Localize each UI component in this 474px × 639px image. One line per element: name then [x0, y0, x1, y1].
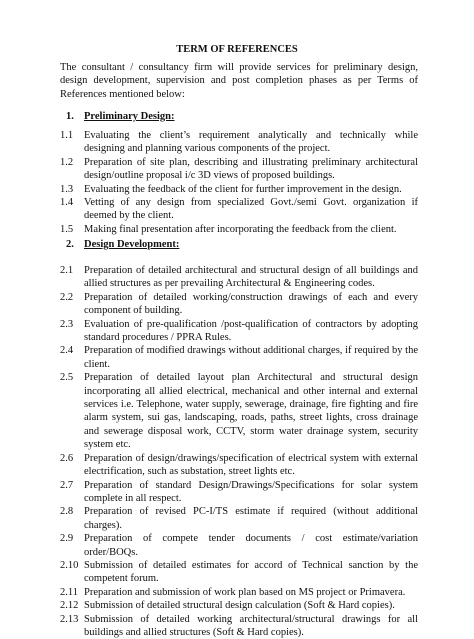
item-number: 2.13	[60, 613, 79, 625]
item-number: 2.4	[60, 345, 74, 357]
list-item	[60, 452, 418, 479]
list-item	[60, 318, 418, 345]
list-item	[60, 183, 418, 196]
list-item	[60, 613, 418, 639]
item-number: 2.6	[60, 452, 74, 464]
item-text: Evaluating the client’s requirement analytically and technically while designing and planning various components of the project.	[84, 130, 418, 155]
list-item	[60, 344, 418, 371]
intro-paragraph: The consultant / consultancy firm will provide services for preliminary design, design development, supervision and post completion phases as per Terms of References mentioned below:	[60, 62, 418, 100]
item-text: Submission of detailed structural design calculation (Soft & Hard copies).	[84, 600, 395, 612]
item-number: 2.2	[60, 291, 74, 303]
list-item	[60, 586, 418, 599]
item-text: Preparation of modified drawings without additional charges, if required by the client.	[84, 345, 418, 370]
list-item	[60, 559, 418, 586]
list-item	[60, 371, 418, 451]
item-number: 2.9	[60, 533, 74, 545]
section-title: Design Development:	[84, 239, 180, 250]
item-number: 1.1	[60, 130, 74, 141]
list-item	[60, 196, 418, 223]
item-number: 2.7	[60, 479, 74, 491]
item-text: Preparation of standard Design/Drawings/Specifications for solar system complete in all respect.	[84, 479, 418, 504]
item-text: Preparation of detailed working/construction drawings of each and every component of building.	[84, 291, 418, 317]
section-list-preliminary-design	[60, 129, 418, 236]
item-text: Preparation of detailed layout plan Architectural and structural design incorporating all allied electrical, mechanical and other internal and external services i.e. Telephone, water supply, sewerage, drainage, fire fighting and fire alarm system, sui gas, landscaping, roads, paths, street lights, cross drainage and sewerage disposal work, CCTV, storm water drainage system, security system etc.	[84, 372, 418, 451]
item-number: 2.8	[60, 506, 74, 518]
item-number: 1.3	[60, 183, 74, 195]
item-text: Evaluating the feedback of the client for further improvement in the design.	[84, 183, 402, 195]
section-number: 2.	[66, 239, 74, 250]
item-number: 2.3	[60, 318, 74, 330]
item-text: Evaluation of pre-qualification /post-qualification of contractors by adopting standard procedures / PPRA Rules.	[84, 318, 418, 344]
item-number: 2.10	[60, 559, 79, 571]
item-number: 2.1	[60, 265, 74, 276]
item-text: Preparation of compete tender documents / cost estimate/variation order/BOQs.	[84, 533, 418, 558]
item-text: Preparation of site plan, describing and illustrating preliminary architectural design/outline proposal i/c 3D views of proposed buildings.	[84, 156, 418, 182]
list-item	[60, 291, 418, 318]
item-number: 2.11	[60, 586, 78, 598]
item-text: Submission of detailed working architectural/structural drawings for all buildings and allied structures (Soft & Hard copies).	[84, 613, 418, 638]
item-number: 1.5	[60, 223, 74, 235]
list-item	[60, 223, 418, 236]
list-item	[60, 479, 418, 506]
section-number: 1.	[66, 111, 74, 122]
item-number: 1.2	[60, 156, 74, 168]
section-list-design-development	[60, 264, 418, 639]
section-title: Preliminary Design:	[84, 111, 175, 122]
item-number: 1.4	[60, 197, 74, 209]
item-number: 2.12	[60, 600, 79, 612]
list-item	[60, 532, 418, 559]
list-item	[60, 505, 418, 532]
item-number: 2.5	[60, 372, 74, 384]
section-heading-design-development	[66, 238, 179, 251]
section-heading-preliminary-design	[66, 110, 175, 123]
list-item	[60, 156, 418, 183]
list-item	[60, 599, 418, 612]
item-text: Making final presentation after incorporating the feedback from the client.	[84, 223, 397, 235]
item-text: Preparation of detailed architectural and structural design of all buildings and allied structures as per prevailing Architectural & Engineering codes.	[84, 265, 418, 290]
list-item	[60, 129, 418, 156]
item-text: Vetting of any design from specialized Govt./semi Govt. organization if deemed by the client.	[84, 197, 418, 222]
item-text: Submission of detailed estimates for accord of Technical sanction by the competent forum.	[84, 559, 418, 585]
item-text: Preparation of revised PC-I/TS estimate if required (without additional charges).	[84, 506, 418, 531]
list-item	[60, 264, 418, 291]
document-title: TERM OF REFERENCES	[176, 44, 298, 55]
item-text: Preparation and submission of work plan based on MS project or Primavera.	[84, 586, 406, 598]
item-text: Preparation of design/drawings/specification of electrical system with external electrification, such as substation, street lights etc.	[84, 452, 418, 478]
